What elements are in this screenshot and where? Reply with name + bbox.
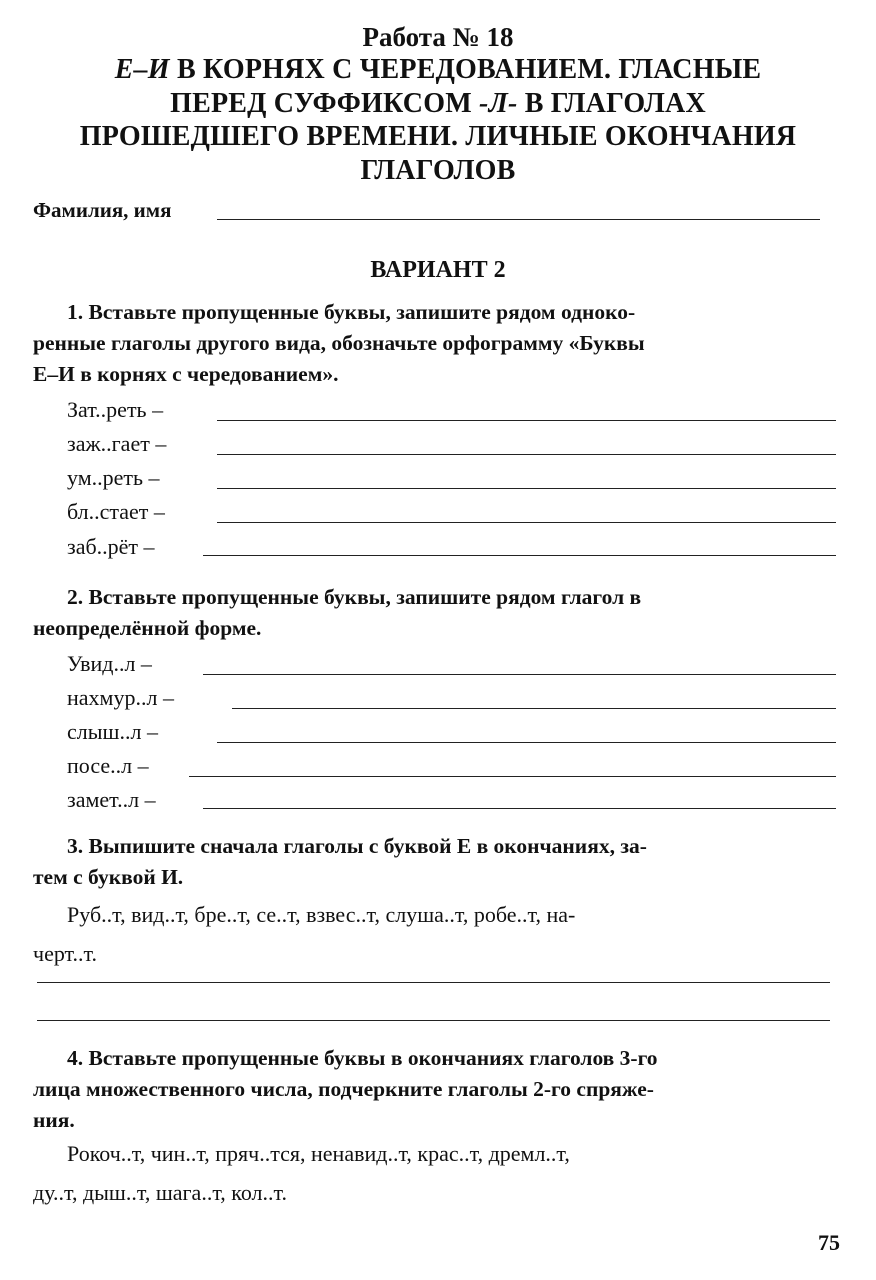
- task1-word-3: ум..реть –: [67, 465, 160, 490]
- name-input-line[interactable]: [217, 219, 820, 220]
- task2-instruction: [33, 582, 846, 644]
- task2-answer-line-5[interactable]: [203, 808, 836, 809]
- topic-line-2: [0, 88, 876, 120]
- topic-line-2-end: В ГЛАГОЛАХ: [517, 88, 706, 119]
- task2-word-5: замет..л –: [67, 787, 156, 812]
- task1-answer-line-1[interactable]: [217, 420, 836, 421]
- task1-answer-line-2[interactable]: [217, 454, 836, 455]
- task3-text-line-2: черт..т.: [33, 941, 97, 966]
- task4-line-1: 4. Вставьте пропущенные буквы в окончаниях глаголов 3-го: [67, 1046, 658, 1070]
- task2-line-2: неопределённой форме.: [33, 616, 262, 640]
- task3-number: 3.: [67, 834, 84, 858]
- task4-text-line-1: Рокоч..т, чин..т, пряч..тся, ненавид..т, крас..т, дремл..т,: [67, 1141, 570, 1166]
- task2-word-4: посе..л –: [67, 753, 149, 778]
- task3-answer-line-1[interactable]: [37, 982, 830, 983]
- task2-answer-line-2[interactable]: [232, 708, 836, 709]
- task2-answer-line-1[interactable]: [203, 674, 836, 675]
- topic-line-4: ГЛАГОЛОВ: [360, 155, 516, 186]
- task2-word-3: слыш..л –: [67, 719, 158, 744]
- task1-line-3: Е–И в корнях с чередованием».: [33, 362, 339, 386]
- task4-text-line-2: ду..т, дыш..т, шага..т, кол..т.: [33, 1180, 287, 1205]
- task3-text: [33, 895, 846, 973]
- page-number: 75: [818, 1230, 840, 1255]
- task4-instruction: [33, 1043, 846, 1136]
- task3-line-1: 3. Выпишите сначала глаголы с буквой Е в окончаниях, за-: [67, 834, 647, 858]
- topic-line-3: ПРОШЕДШЕГО ВРЕМЕНИ. ЛИЧНЫЕ ОКОНЧАНИЯ: [79, 121, 797, 152]
- task4-text: [33, 1134, 846, 1212]
- task2-line-1: 2. Вставьте пропущенные буквы, запишите рядом глагол в: [67, 585, 642, 609]
- task3-line-2: тем с буквой И.: [33, 865, 184, 889]
- task1-line-1: 1. Вставьте пропущенные буквы, запишите рядом одноко-: [67, 300, 636, 324]
- task1-word-4: бл..стает –: [67, 499, 165, 524]
- task3-instruction: [33, 831, 846, 893]
- variant-heading: ВАРИАНТ 2: [370, 257, 506, 283]
- task1-answer-line-3[interactable]: [217, 488, 836, 489]
- task4-line-3: ния.: [33, 1108, 75, 1132]
- task1-word-5: заб..рёт –: [67, 534, 155, 559]
- task3-answer-line-2[interactable]: [37, 1020, 830, 1021]
- task2-answer-line-4[interactable]: [189, 776, 836, 777]
- task2-word-2: нахмур..л –: [67, 685, 174, 710]
- task2-number: 2.: [67, 585, 84, 609]
- task1-number: 1.: [67, 300, 84, 324]
- name-label: Фамилия, имя: [33, 198, 172, 222]
- topic-prefix: Е–И: [114, 54, 170, 85]
- task1-answer-line-4[interactable]: [217, 522, 836, 523]
- topic-line-2-start: ПЕРЕД СУФФИКСОМ: [170, 88, 480, 119]
- work-title: Работа № 18: [362, 22, 514, 52]
- topic-line-1-rest: В КОРНЯХ С ЧЕРЕДОВАНИЕМ. ГЛАСНЫЕ: [169, 54, 762, 85]
- task3-text-line-1: Руб..т, вид..т, бре..т, се..т, взвес..т, слуша..т, робе..т, на-: [67, 902, 576, 927]
- task1-instruction: [33, 297, 846, 390]
- task2-answer-line-3[interactable]: [217, 742, 836, 743]
- task1-answer-line-5[interactable]: [203, 555, 836, 556]
- task2-word-1: Увид..л –: [67, 651, 152, 676]
- task4-line-2: лица множественного числа, подчеркните глаголы 2-го спряже-: [33, 1077, 654, 1101]
- task4-number: 4.: [67, 1046, 84, 1070]
- task1-line-2: ренные глаголы другого вида, обозначьте орфограмму «Буквы: [33, 331, 645, 355]
- task1-word-1: Зат..реть –: [67, 397, 164, 422]
- topic-line-1: [0, 54, 876, 86]
- task1-word-2: заж..гает –: [67, 431, 167, 456]
- topic-suffix: -Л-: [479, 88, 518, 119]
